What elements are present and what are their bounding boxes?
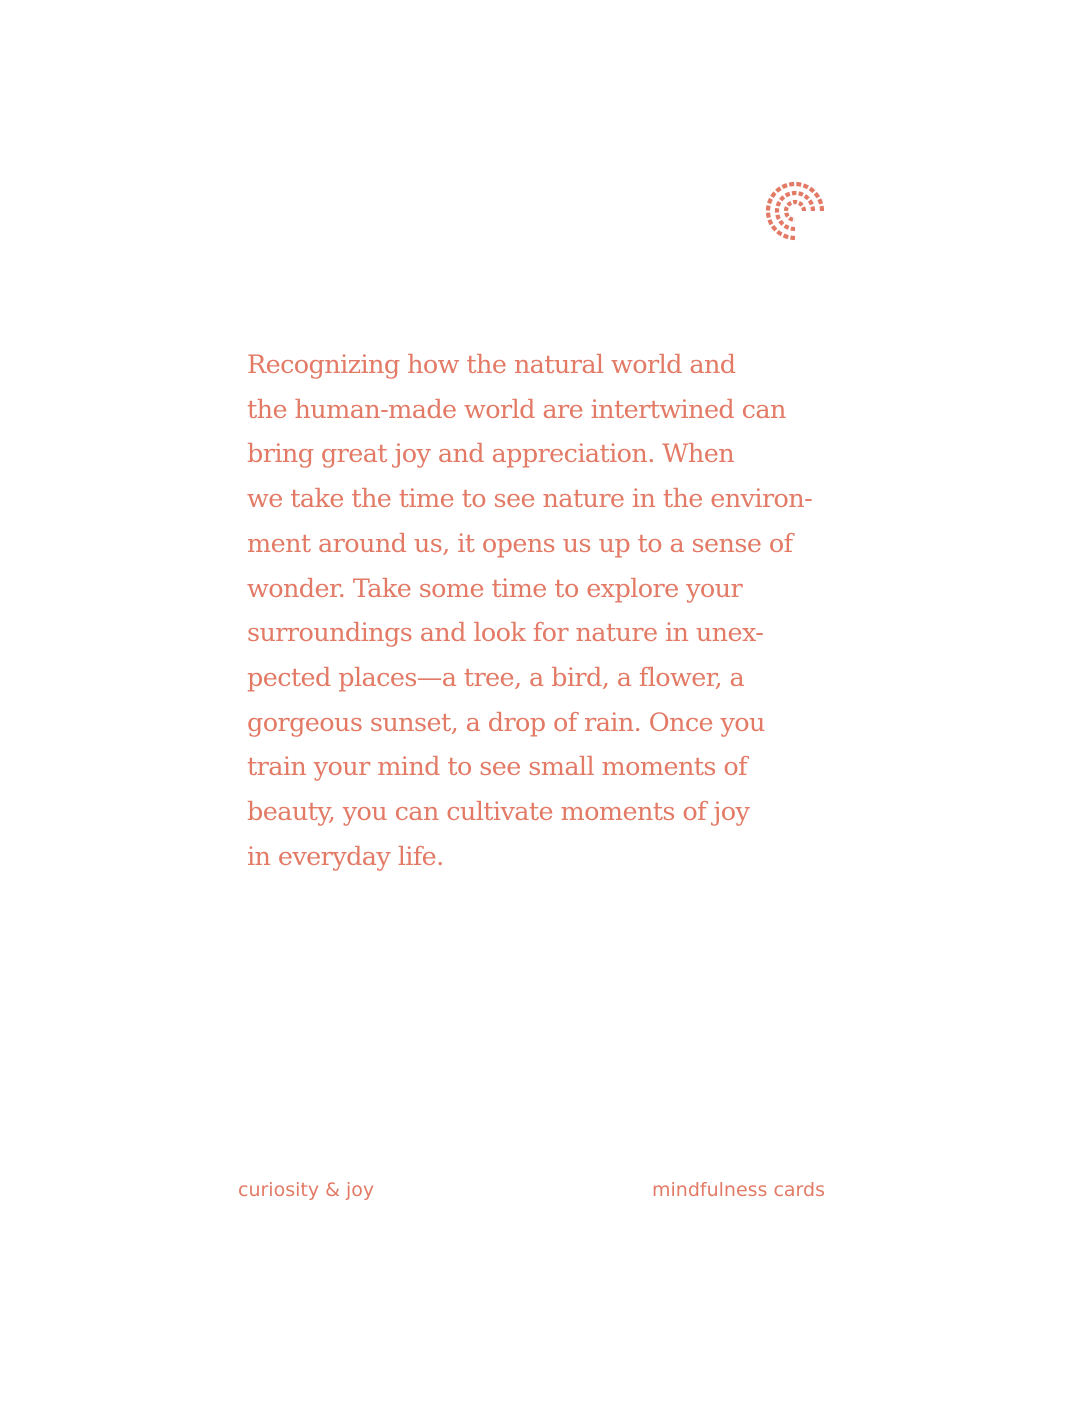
body-line: ment around us, it opens us up to a sense of <box>247 528 793 559</box>
body-line: in everyday life. <box>247 841 444 872</box>
footer-series: mindfulness cards <box>652 1179 825 1201</box>
body-line: beauty, you can cultivate moments of joy <box>247 797 750 828</box>
body-line: surroundings and look for nature in unex- <box>247 618 764 649</box>
body-text <box>247 343 847 879</box>
body-line: pected places—a tree, a bird, a flower, a <box>247 662 745 693</box>
body-line: the human-made world are intertwined can <box>247 394 786 425</box>
body-line: we take the time to see nature in the environ- <box>247 484 813 515</box>
body-line: wonder. Take some time to explore your <box>247 573 743 604</box>
footer-category: curiosity & joy <box>238 1179 375 1201</box>
body-line: gorgeous sunset, a drop of rain. Once you <box>247 707 765 738</box>
concentric-arcs-logo-icon <box>762 180 828 246</box>
body-line: train your mind to see small moments of <box>247 752 748 783</box>
body-line: bring great joy and appreciation. When <box>247 439 735 470</box>
body-line: Recognizing how the natural world and <box>247 350 736 380</box>
